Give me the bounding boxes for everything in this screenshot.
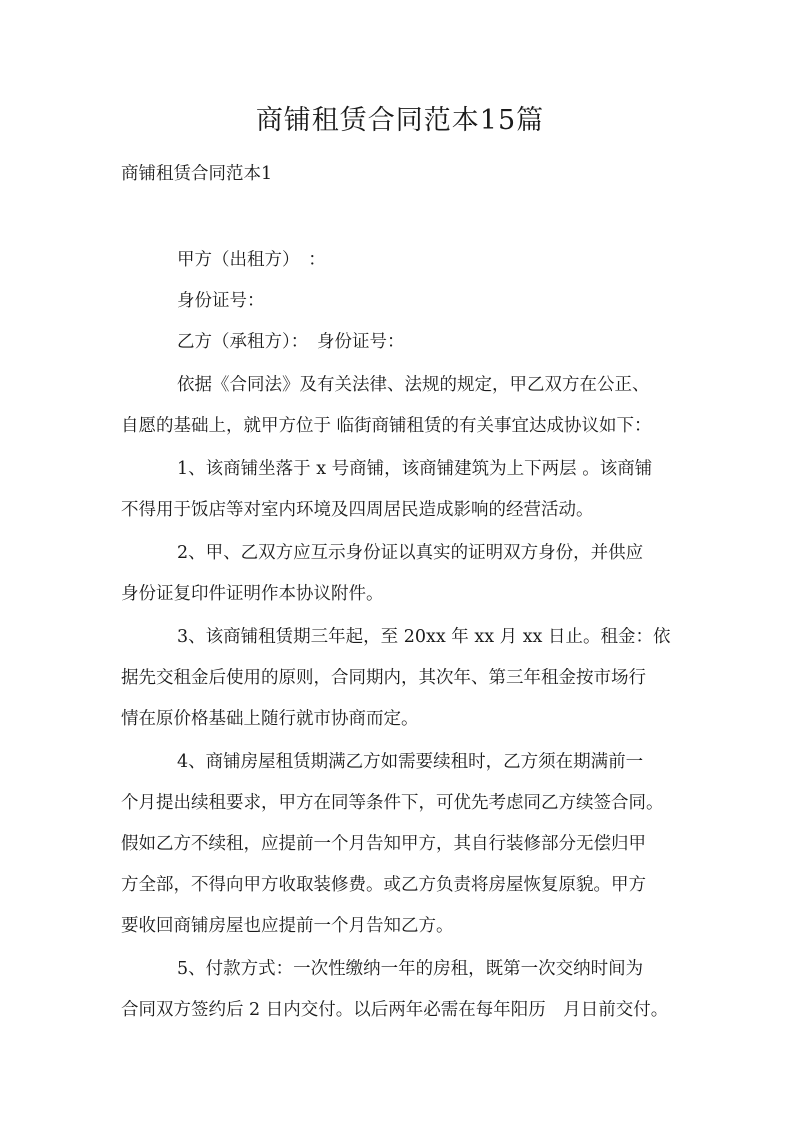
preamble-line-1: 依据《合同法》及有关法律、法规的规定，甲乙双方在公正、: [177, 375, 650, 395]
clause-3-line-2: 据先交租金后使用的原则，合同期内，其次年、第三年租金按市场行: [121, 668, 646, 688]
clause-3-line-3: 情在原价格基础上随行就市协商而定。: [121, 709, 419, 729]
clause-1-line-2: 不得用于饭店等对室内环境及四周居民造成影响的经营活动。: [121, 500, 594, 520]
document-subtitle: 商铺租赁合同范本1: [121, 164, 273, 184]
party-a-id-line: 身份证号：: [177, 291, 265, 311]
clause-4-line-1: 4、商铺房屋租赁期满乙方如需要续租时，乙方须在期满前一: [177, 752, 644, 772]
clause-2-line-2: 身份证复印件证明作本协议附件。: [121, 584, 384, 604]
clause-4-line-3: 假如乙方不续租，应提前一个月告知甲方，其自行装修部分无偿归甲: [121, 834, 646, 854]
party-a-line: 甲方（出租方） ：: [177, 250, 326, 270]
clause-1-line-1: 1、该商铺坐落于 x 号商铺，该商铺建筑为上下两层 。该商铺: [177, 459, 653, 479]
document-title: 商铺租赁合同范本15篇: [255, 105, 545, 136]
preamble-line-2: 自愿的基础上，就甲方位于 临街商铺租赁的有关事宜达成协议如下：: [121, 416, 652, 436]
clause-4-line-5: 要收回商铺房屋也应提前一个月告知乙方。: [121, 916, 454, 936]
clause-2-line-1: 2、甲、乙双方应互示身份证以真实的证明双方身份，并供应: [177, 543, 644, 563]
party-b-line: 乙方（承租方）： 身份证号：: [177, 332, 405, 352]
clause-5-line-1: 5、付款方式：一次性缴纳一年的房租，既第一次交纳时间为: [177, 959, 644, 979]
clause-3-line-1: 3、该商铺租赁期三年起，至 20xx 年 xx 月 xx 日止。租金：依: [177, 627, 671, 647]
clause-4-line-4: 方全部，不得向甲方收取装修费。或乙方负责将房屋恢复原貌。甲方: [121, 875, 646, 895]
clause-4-line-2: 个月提出续租要求，甲方在同等条件下，可优先考虑同乙方续签合同。: [121, 793, 664, 813]
clause-5-line-2: 合同双方签约后 2 日内交付。以后两年必需在每年阳历 月日前交付。: [121, 1000, 669, 1020]
